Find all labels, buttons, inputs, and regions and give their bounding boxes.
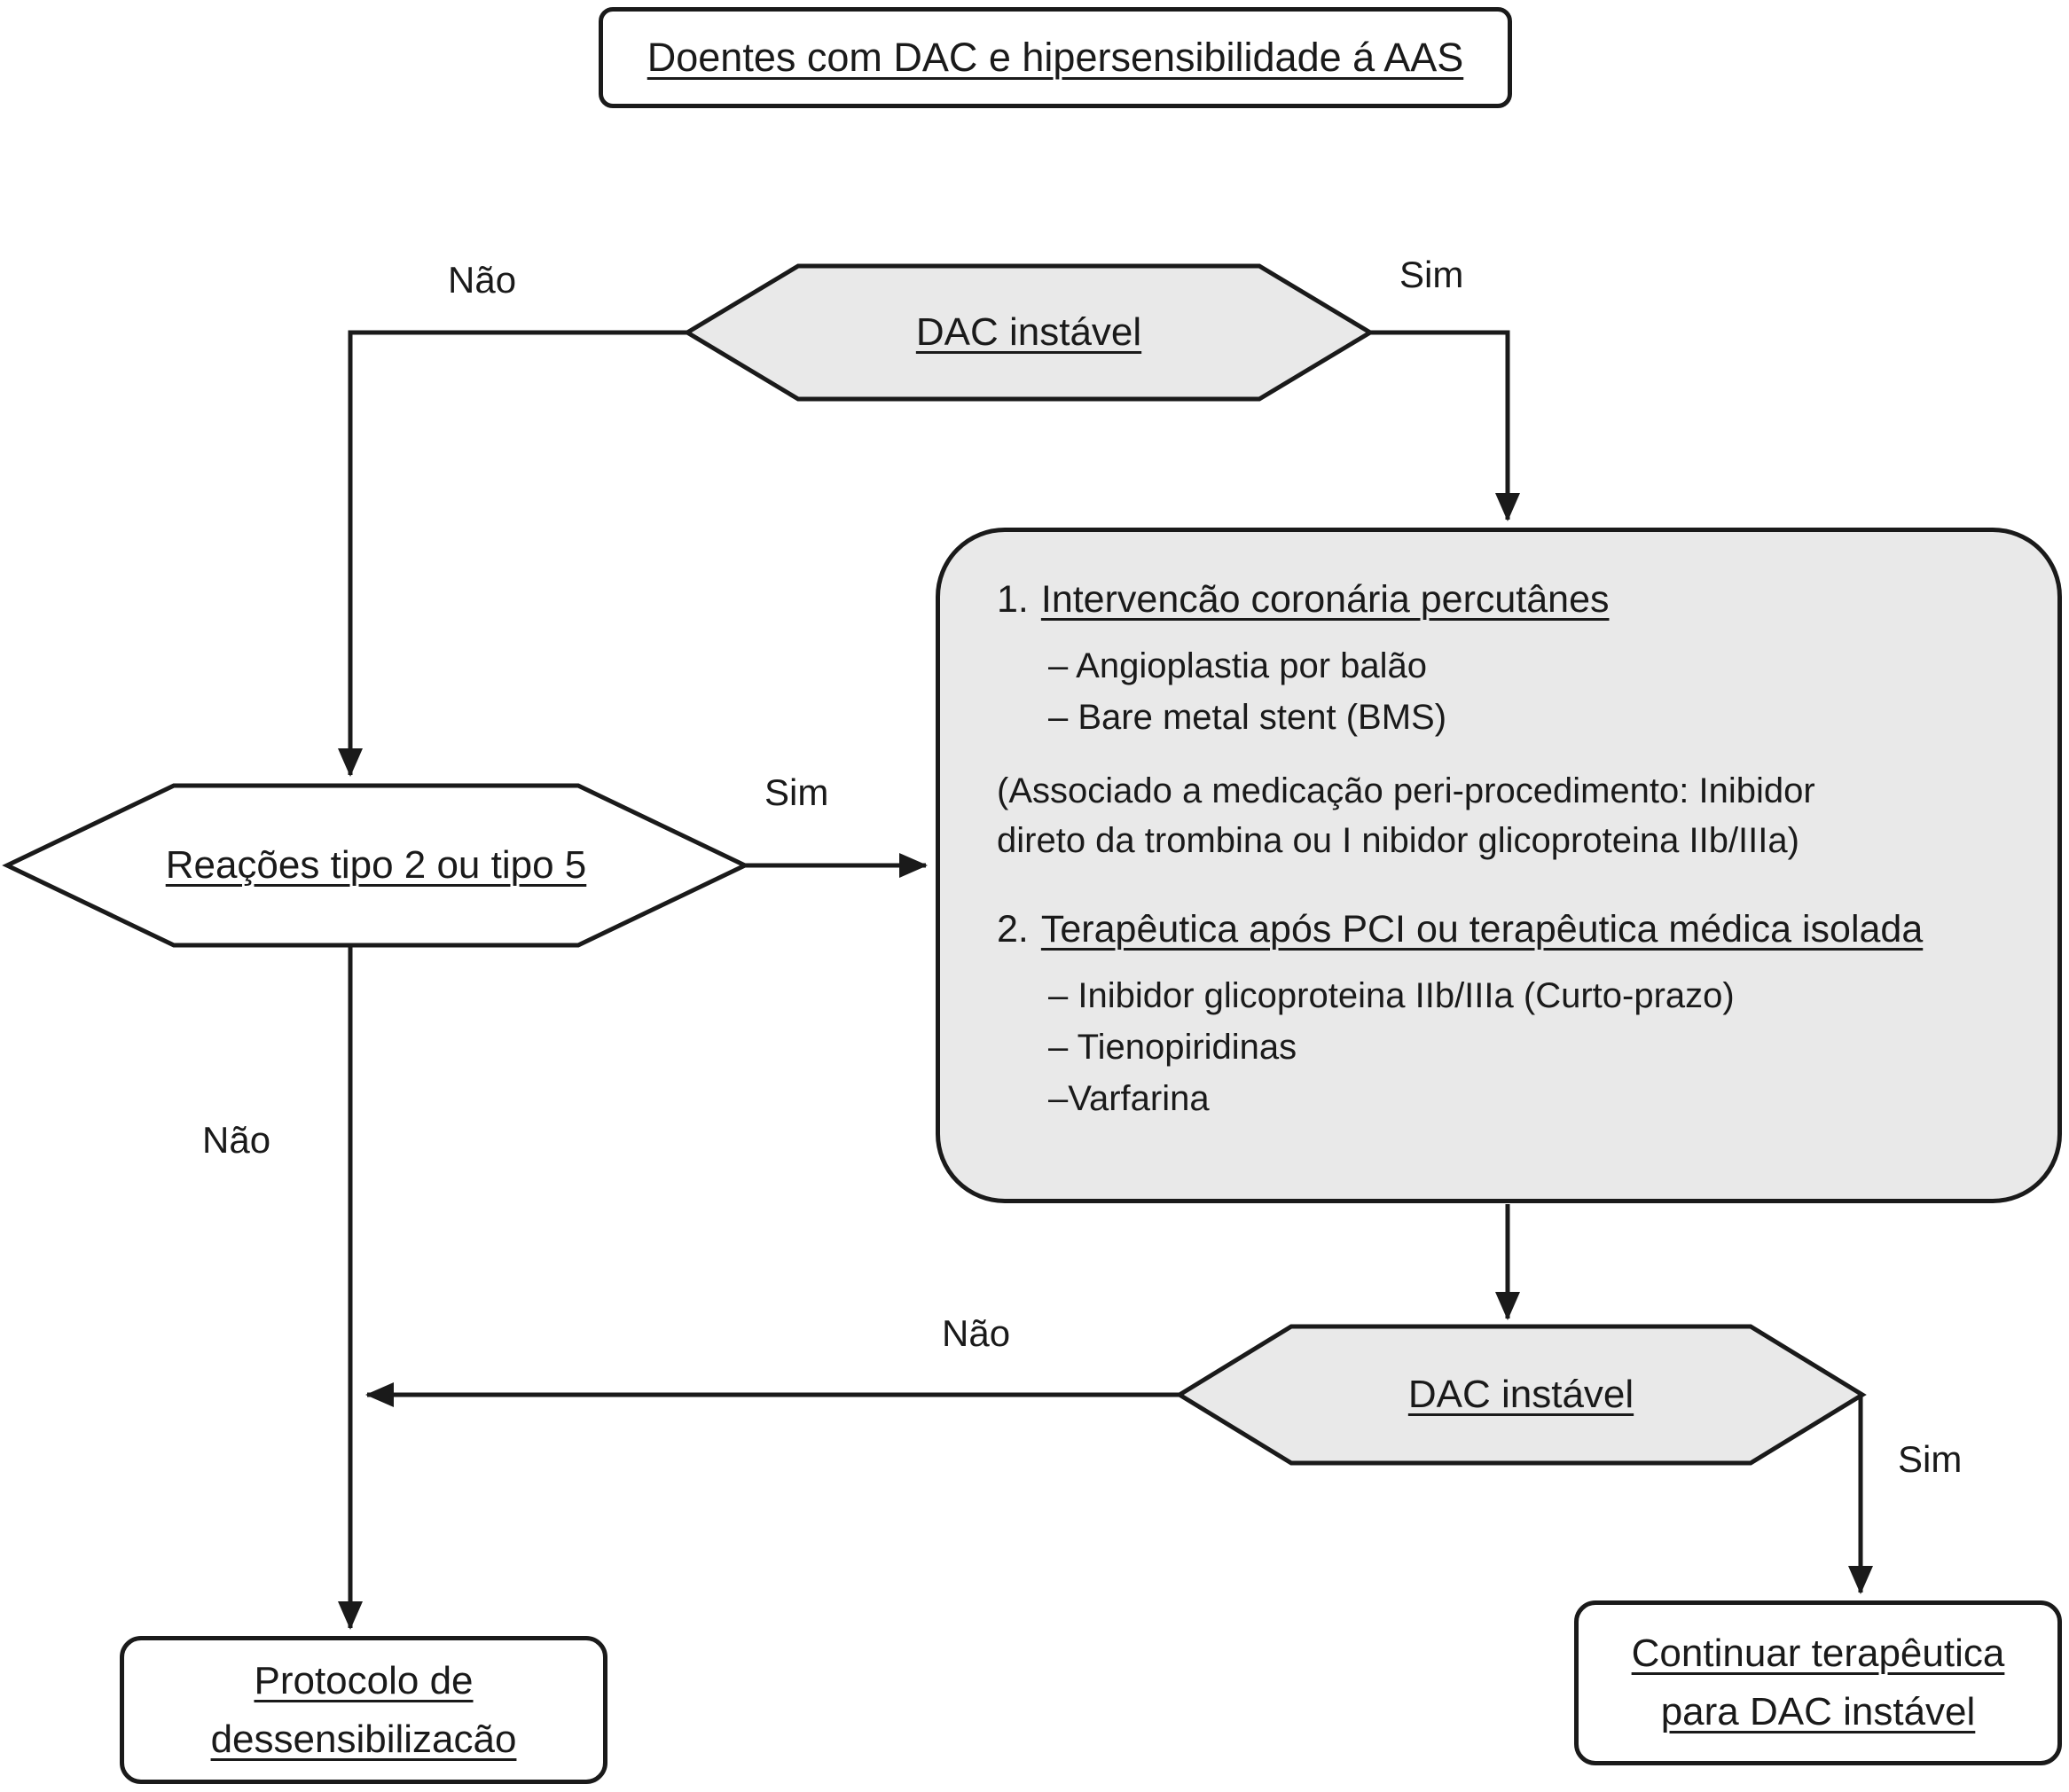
section2-bullets (1048, 970, 2008, 1124)
label-reactions-yes: Sim (764, 771, 829, 813)
protocol-line1: Protocolo de (254, 1658, 474, 1702)
edge-top-no (350, 333, 687, 775)
edge-top-yes (1370, 333, 1508, 520)
decision-bottom-label: DAC instável (1407, 1373, 1634, 1416)
title-text: Doentes com DAC e hipersensibilidade á AAS (647, 35, 1464, 80)
bullet-item: –Varfarina (1048, 1078, 1210, 1118)
bullet-item: – Bare metal stent (BMS) (1048, 697, 1447, 737)
label-bottom-yes: Sim (1898, 1438, 1963, 1480)
protocol-node (120, 1636, 607, 1784)
label-bottom-no: Não (942, 1312, 1011, 1354)
note-line: (Associado a medicação peri-procedimento: Inibidor (997, 771, 1815, 810)
title-node (599, 7, 1512, 108)
label-top-yes: Sim (1399, 254, 1464, 295)
decision-reactions-label-node (7, 786, 745, 945)
decision-reactions-label: Reações tipo 2 ou tipo 5 (165, 843, 587, 887)
section1-note (997, 766, 2008, 865)
section1-bullets (1048, 640, 2008, 743)
treatment-node (936, 528, 2062, 1203)
continue-text (1632, 1624, 2005, 1741)
note-line: direto da trombina ou I nibidor glicoproteina IIb/IIIa) (997, 820, 1799, 860)
continue-line1: Continuar terapêutica (1631, 1632, 2005, 1675)
decision-top-label: DAC instável (915, 310, 1142, 354)
protocol-line2: dessensibilizacão (210, 1717, 517, 1761)
section1-title: Intervencão coronária percutânes (1040, 578, 1610, 621)
decision-top-label-node (687, 266, 1370, 399)
continue-node (1574, 1600, 2062, 1765)
bullet-item: – Angioplastia por balão (1048, 646, 1427, 685)
label-top-no: Não (448, 259, 517, 301)
treatment-section2-heading (997, 906, 2008, 954)
bullet-item: – Tienopiridinas (1048, 1027, 1297, 1067)
bullet-item: – Inibidor glicoproteina IIb/IIIa (Curto-prazo) (1048, 975, 1735, 1015)
continue-line2: para DAC instável (1660, 1690, 1976, 1733)
protocol-text (211, 1652, 517, 1769)
treatment-section1-heading (997, 576, 2008, 624)
decision-bottom-label-node (1179, 1326, 1862, 1463)
label-reactions-no: Não (202, 1119, 271, 1161)
section2-number: 2. (997, 907, 1029, 951)
section1-number: 1. (997, 578, 1029, 621)
section2-title: Terapêutica após PCI ou terapêutica médica isolada (1040, 907, 1924, 951)
